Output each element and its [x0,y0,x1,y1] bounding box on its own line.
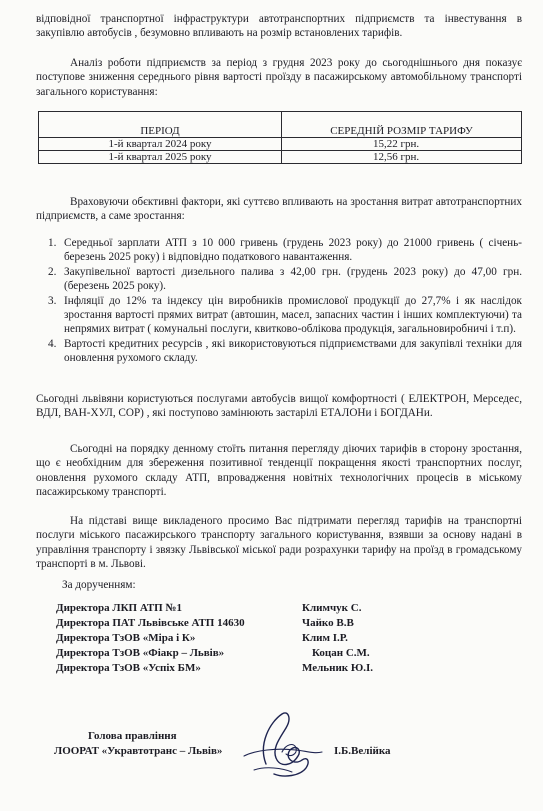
cell-period: 1-й квартал 2024 року [39,138,282,151]
signatory-row [56,646,496,661]
request-paragraph: На підставі вище викладеного просимо Вас підтримати перегляд тарифів на транспортні послуги міського пасажирського транспорту загального користування, взявши за основу надані в управління транспорту і звязку Львівської міської ради розрахунки тарифу на проїзд в громадському транспорті в м. Львові. [36,515,522,571]
cell-tariff: 12,56 грн. [282,151,522,164]
table-row [39,151,522,164]
header-period: ПЕРІОД [39,125,282,138]
factors-intro: Враховуючи обєктивні фактори, які суттєво впливають на зростання витрат автотранспортних підприємств, а саме зростання: [36,196,522,223]
agenda-paragraph: Сьогодні на порядку денному стоїть питання перегляду діючих тарифів в сторону зростання, що є необхідним для збереження позитивної тенденції покращення якості транспортних послуг, оновлення рухомого складу АТП, впровадження новітніх технологічних процесів в міському пасажирському транспорті. [36,443,522,499]
chairman-name: І.Б.Велійка [334,745,391,757]
signatory-name: Мельник Ю.І. [302,662,374,674]
analysis-paragraph: Аналіз роботи підприємств за період з грудня 2023 року до сьогоднішнього дня показує поступове зниження середнього рівня вартості проїзду в пасажирському автомобільному транспорті загального користування: [36,57,522,98]
table-header-row [39,125,522,138]
signatory-row [56,616,496,631]
signatory-name: Климчук С. [302,602,362,614]
handwritten-signature [236,704,326,784]
list-item: 3. Інфляції до 12% та індексу цін виробників промислової продукції до 27,7% і як наслідок зростання вартості прямих витрат (автошин, масел, запасних частин і інших комплектуючи) та непрямих витрат ( комунальні послуги, квитково-облікова продукція, загальновиробничі і т.п). [48,294,522,336]
list-item: 4. Вартості кредитних ресурсів , які використовуються підприємствами для закупівлі техніки для оновлення рухомого складу. [48,337,522,365]
buses-paragraph: Сьогодні львівяни користуються послугами автобусів вищої комфортності ( ЕЛЕКТРОН, Мерседес, ВДЛ, ВАН-ХУЛ, СОР) , які поступово замінюють застарілі ЕТАЛОНи і БОГДАНи. [36,393,522,420]
factors-list [36,236,522,366]
list-item: 2. Закупівельної вартості дизельного палива з 42,00 грн. (грудень 2023 року) до 47,00 грн. (березень 2025 року). [48,265,522,293]
factors-list-wrap [36,236,522,366]
signatory-role: Директора ЛКП АТП №1 [56,602,183,614]
signatory-role: Директора ТзОВ «Міра і К» [56,632,196,644]
signatory-name: Коцан С.М. [312,647,370,659]
signatory-role: Директора ТзОВ «Успіх БМ» [56,662,201,674]
signatory-row [56,631,496,646]
signatory-name: Чайко В.В [302,617,354,629]
table-spacer-row [39,112,522,126]
chairman-org: ЛООРАТ «Укравтотранс – Львів» [54,745,223,757]
header-tariff: СЕРЕДНІЙ РОЗМІР ТАРИФУ [282,125,522,138]
signatory-role: Директора ТзОВ «Фіакр – Львів» [56,647,225,659]
chairman-title: Голова правління [88,730,177,742]
cell-tariff: 15,22 грн. [282,138,522,151]
signatory-name: Клим І.Р. [302,632,348,644]
cell-period: 1-й квартал 2025 року [39,151,282,164]
on-behalf-label: За дорученням: [62,579,136,591]
signatory-row [56,601,496,616]
list-item: 1. Середньої зарплати АТП з 10 000 гривень (грудень 2023 року) до 21000 гривень ( січень-березень 2025 року) і відповідно податкового навантаження. [48,237,522,264]
table-row [39,138,522,151]
signatory-role: Директора ПАТ Львівське АТП 14630 [56,617,245,629]
tariff-table [38,111,522,164]
intro-continuation: відповідної транспортної інфраструктури автотранспортних підприємств та інвестування в закупівлю автобусів , безумовно впливають на розмір встановлених тарифів. [36,13,522,40]
signatory-row [56,661,496,676]
